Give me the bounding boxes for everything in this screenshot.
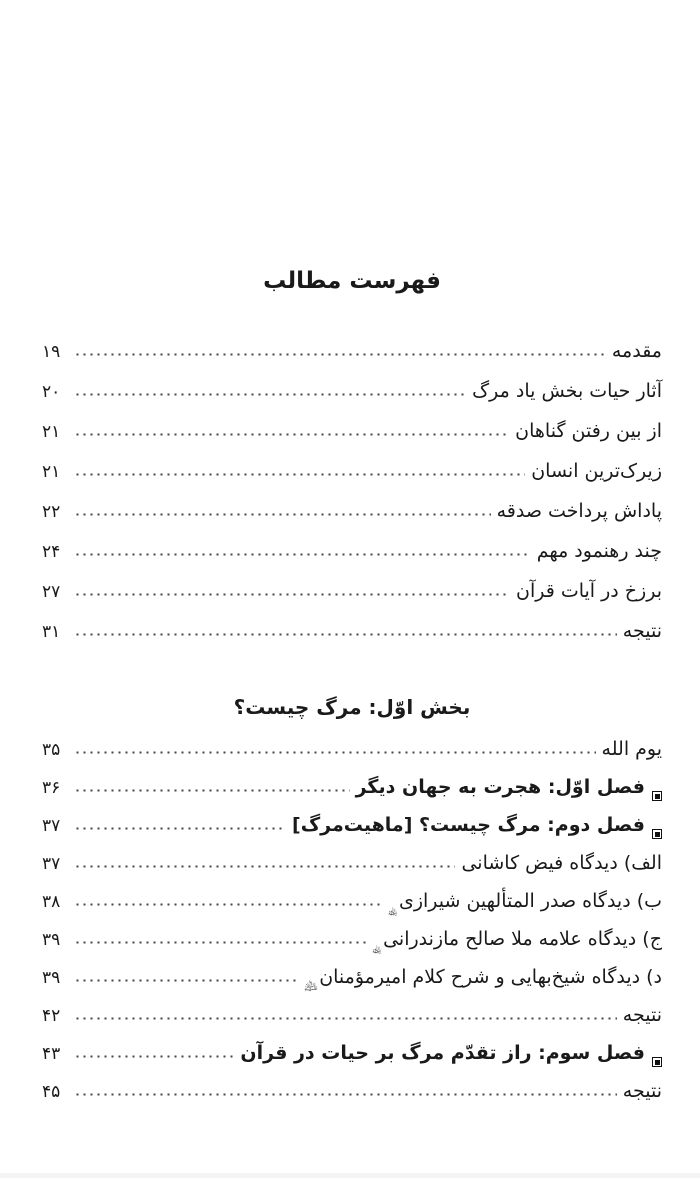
- toc-entry: [42, 540, 662, 580]
- toc-entry-label: نتیجه: [622, 620, 662, 642]
- dot-leader: [74, 512, 491, 517]
- dot-leader: [74, 432, 509, 437]
- section-bullet-icon: [652, 829, 662, 839]
- toc-entry-page: ۲۴: [42, 542, 61, 562]
- toc-entry: [42, 1042, 662, 1080]
- toc-entry-label: چند رهنمود مهم: [536, 540, 662, 562]
- toc-entry-label: مقدمه: [611, 340, 662, 362]
- toc-entry-page: ۳۷: [42, 816, 61, 836]
- toc-entry-label: از بین رفتن گناهان: [515, 420, 662, 442]
- toc-front-list: [42, 340, 662, 660]
- toc-entry: [42, 890, 662, 928]
- toc-entry: [42, 776, 662, 814]
- honorific-mark: ﵀: [387, 904, 398, 917]
- dot-leader: [74, 392, 466, 397]
- toc-entry-page: ۲۷: [42, 582, 61, 602]
- page-title: فهرست مطالب: [263, 268, 441, 294]
- toc-entry: [42, 340, 662, 380]
- toc-entry-page: ۴۳: [42, 1044, 61, 1064]
- toc-entry-label: پاداش پرداخت صدقه: [496, 500, 662, 522]
- toc-entry: [42, 580, 662, 620]
- toc-entry: [42, 380, 662, 420]
- toc-entry: [42, 928, 662, 966]
- dot-leader: [74, 472, 525, 477]
- toc-entry-page: ۲۰: [42, 382, 61, 402]
- dot-leader: [74, 826, 286, 831]
- toc-entry: [42, 814, 662, 852]
- toc-entry-page: ۴۲: [42, 1006, 61, 1026]
- toc-entry-label: د) دیدگاه شیخ‌بهایی و شرح کلام امیرمؤمنان: [319, 966, 662, 988]
- section-bullet-icon: [652, 791, 662, 801]
- toc-entry-label: نتیجه: [622, 1004, 662, 1026]
- toc-entry-page: ۴۵: [42, 1082, 61, 1102]
- dot-leader: [74, 592, 510, 597]
- toc-entry-page: ۱۹: [42, 342, 61, 362]
- toc-entry: [42, 420, 662, 460]
- dot-leader: [74, 552, 531, 557]
- toc-entry-page: ۲۱: [42, 462, 61, 482]
- dot-leader: [74, 352, 606, 357]
- dot-leader: [74, 632, 617, 637]
- honorific-mark: ﵇: [304, 980, 319, 993]
- toc-entry: [42, 966, 662, 1004]
- toc-entry-label: ج) دیدگاه علامه ملا صالح مازندرانی: [383, 928, 662, 950]
- page-bottom-edge: [0, 1173, 700, 1178]
- dot-leader: [74, 750, 596, 755]
- toc-entry: [42, 1004, 662, 1042]
- toc-entry-page: ۲۲: [42, 502, 61, 522]
- toc-section-list: [42, 738, 662, 1118]
- toc-entry-page: ۳۶: [42, 778, 61, 798]
- dot-leader: [74, 788, 350, 793]
- toc-entry-page: ۲۱: [42, 422, 61, 442]
- toc-entry-page: ۳۸: [42, 892, 61, 912]
- toc-entry: [42, 620, 662, 660]
- dot-leader: [74, 940, 366, 945]
- toc-entry-label: فصل سوم: راز تقدّم مرگ بر حیات در قرآن: [240, 1042, 645, 1064]
- toc-entry-page: ۳۹: [42, 930, 61, 950]
- toc-entry-page: ۳۹: [42, 968, 61, 988]
- toc-entry-label: برزخ در آیات قرآن: [515, 580, 662, 602]
- toc-entry-label: یوم الله: [601, 738, 662, 760]
- toc-entry-page: ۳۷: [42, 854, 61, 874]
- honorific-mark: ﵀: [372, 942, 383, 955]
- dot-leader: [74, 1092, 617, 1097]
- dot-leader: [74, 902, 382, 907]
- toc-entry-label: الف) دیدگاه فیض کاشانی: [461, 852, 662, 874]
- toc-entry-label: ب) دیدگاه صدر المتألهین شیرازی: [398, 890, 662, 912]
- toc-entry-label: زیرک‌ترین انسان: [531, 460, 662, 482]
- dot-leader: [74, 978, 298, 983]
- toc-entry-page: ۳۵: [42, 740, 61, 760]
- section-bullet-icon: [652, 1057, 662, 1067]
- toc-entry: [42, 738, 662, 776]
- toc-entry-label: فصل دوم: مرگ چیست؟ [ماهیت‌مرگ]: [292, 814, 645, 836]
- dot-leader: [74, 1054, 234, 1059]
- toc-entry-label: نتیجه: [622, 1080, 662, 1102]
- toc-entry-label: فصل اوّل: هجرت به جهان دیگر: [355, 776, 645, 798]
- toc-entry: [42, 500, 662, 540]
- toc-entry: [42, 852, 662, 890]
- section-heading: بخش اوّل: مرگ چیست؟: [233, 695, 471, 719]
- toc-entry: [42, 460, 662, 500]
- toc-entry: [42, 1080, 662, 1118]
- toc-entry-label: آثار حیات بخش یاد مرگ: [472, 380, 662, 402]
- dot-leader: [74, 1016, 617, 1021]
- dot-leader: [74, 864, 455, 869]
- toc-entry-page: ۳۱: [42, 622, 61, 642]
